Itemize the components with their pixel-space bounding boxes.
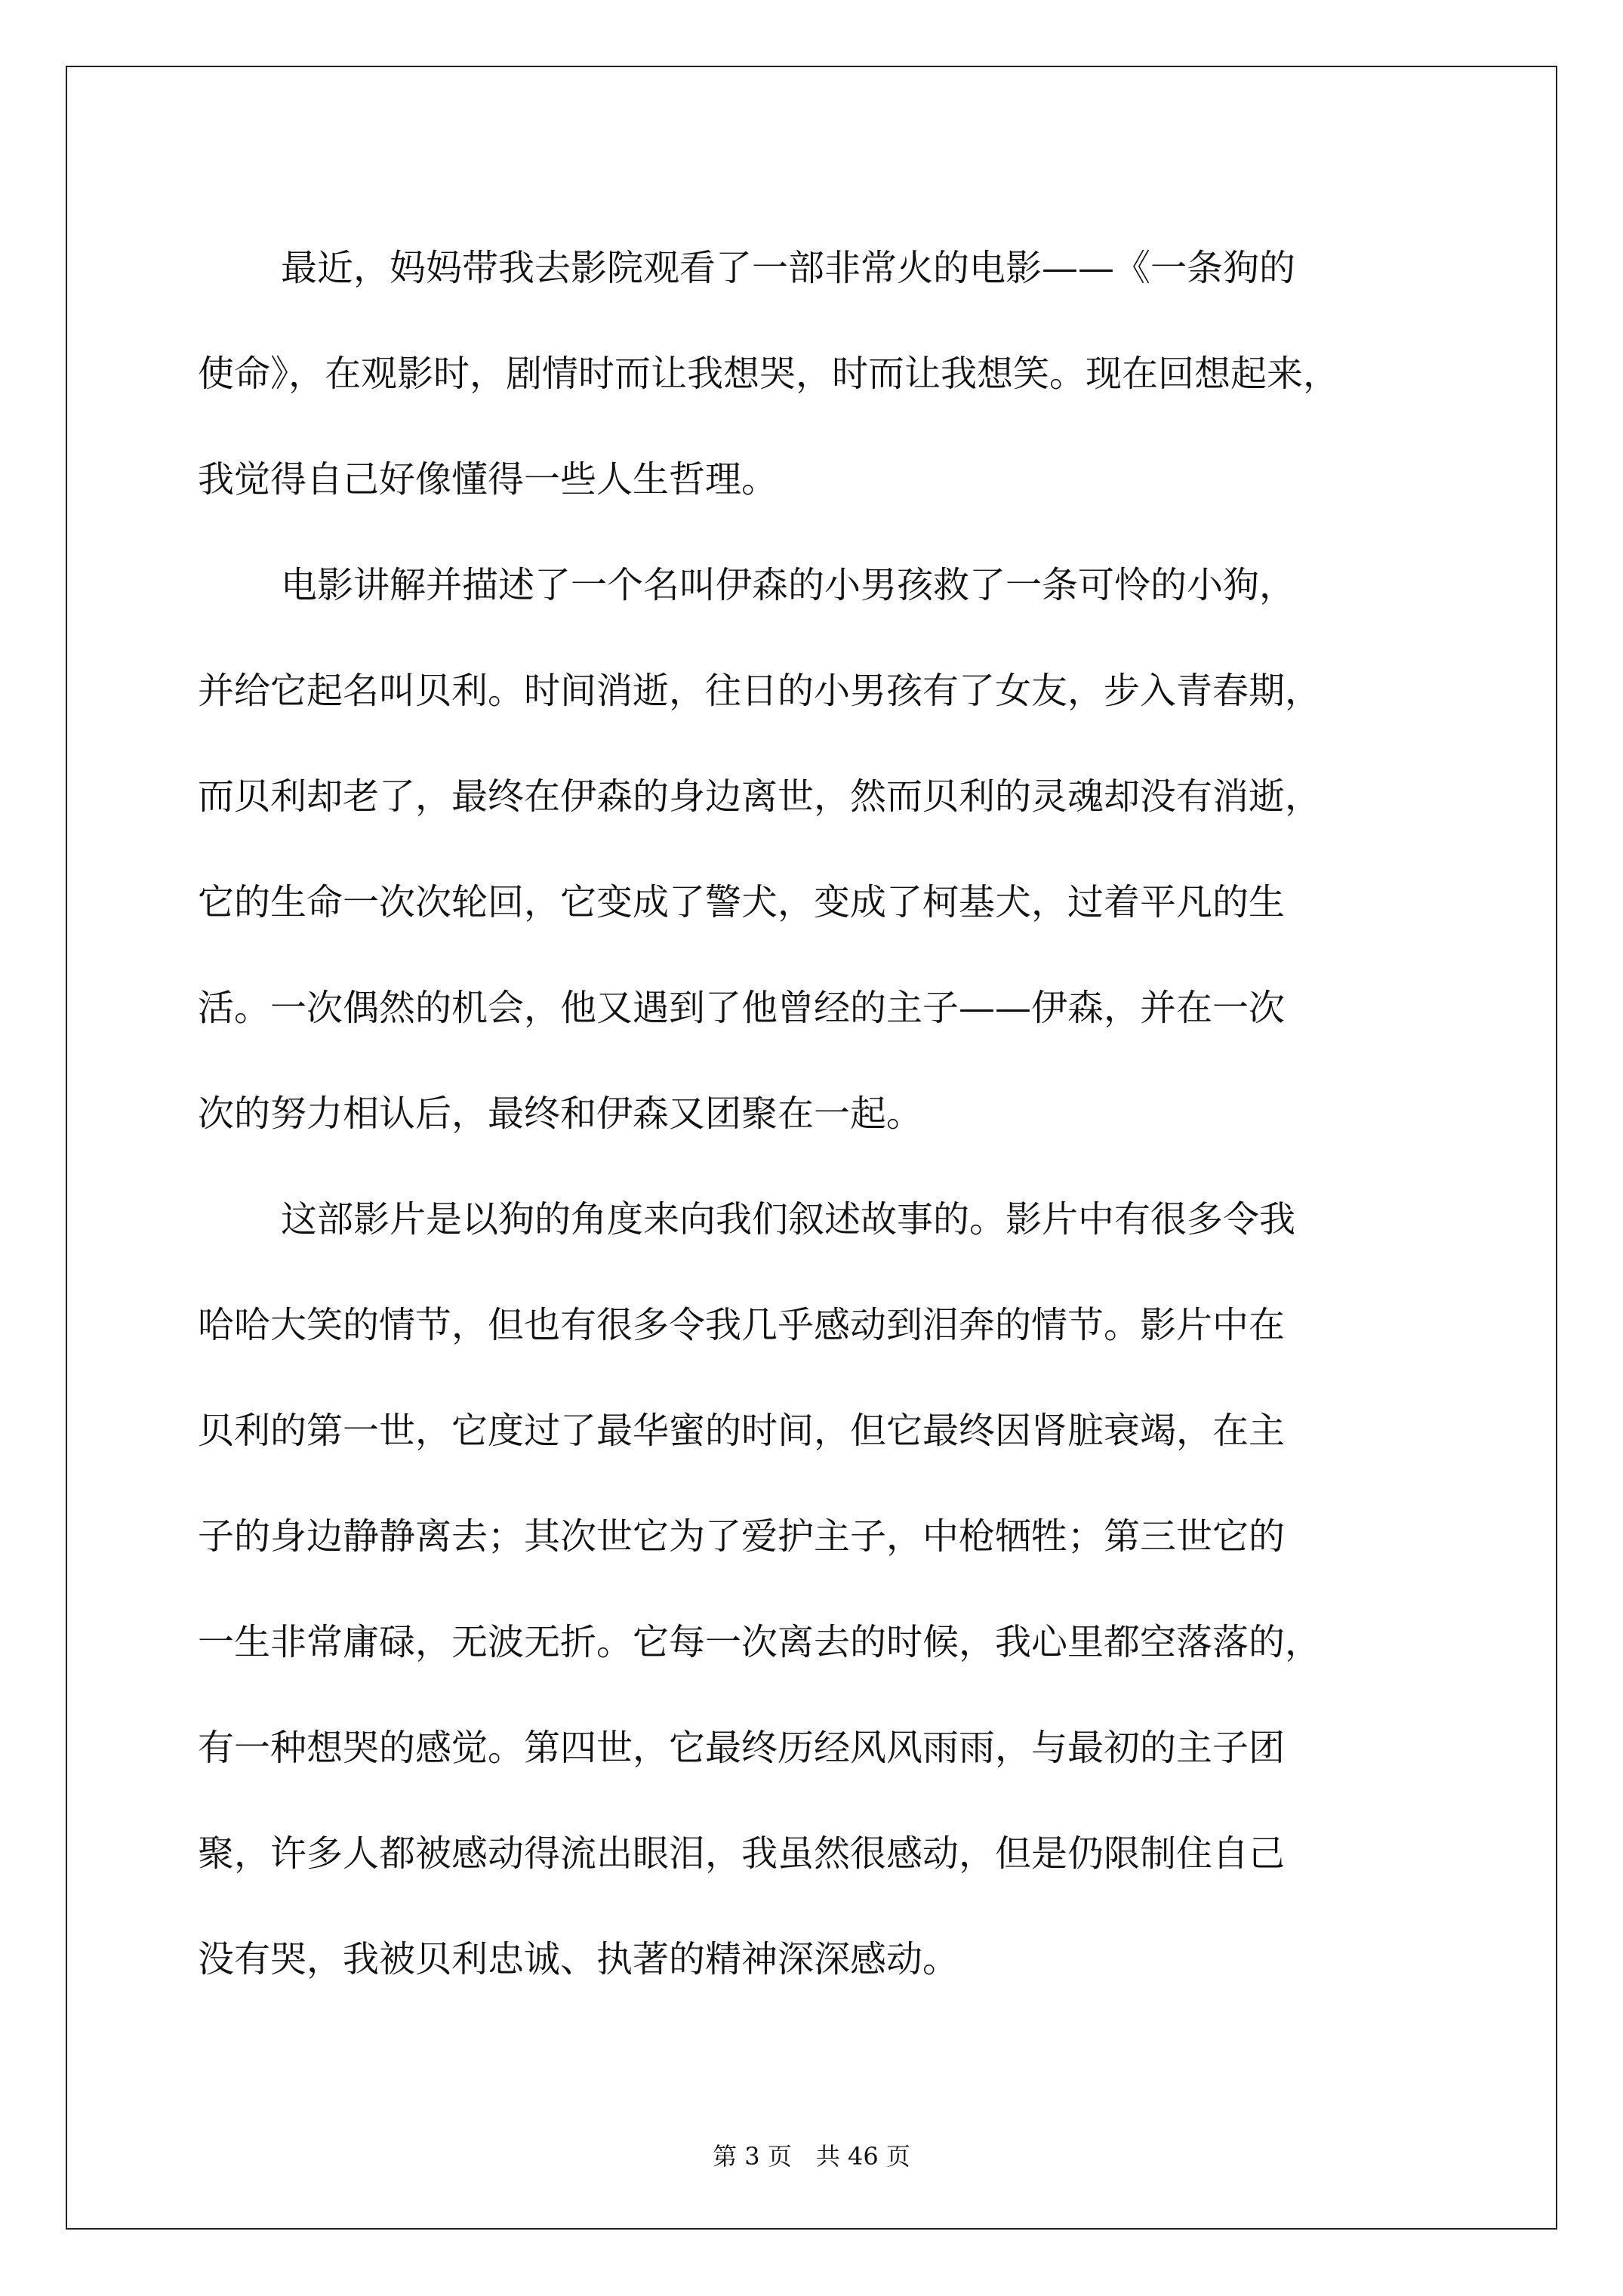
paragraph-2-line-1: 电影讲解并描述了一个名叫伊森的小男孩救了一条可怜的小狗， (281, 564, 1296, 606)
paragraph-2-line-6: 次的努力相认后，最终和伊森又团聚在一起。 (198, 1093, 923, 1135)
paragraph-3-line-2: 哈哈大笑的情节，但也有很多令我几乎感动到泪奔的情节。影片中在 (198, 1304, 1286, 1346)
paragraph-3-line-8: 没有哭，我被贝利忠诚、执著的精神深深感动。 (198, 1938, 959, 1980)
paragraph-3-line-5: 一生非常庸碌，无波无折。它每一次离去的时候，我心里都空落落的， (198, 1621, 1322, 1663)
paragraph-3-line-3: 贝利的第一世，它度过了最华蜜的时间，但它最终因肾脏衰竭，在主 (198, 1410, 1286, 1452)
paragraph-2-line-2: 并给它起名叫贝利。时间消逝，往日的小男孩有了女友，步入青春期， (198, 670, 1322, 712)
paragraph-3-line-7: 聚，许多人都被感动得流出眼泪，我虽然很感动，但是仍限制住自己 (198, 1832, 1286, 1875)
paragraph-3-line-6: 有一种想哭的感觉。第四世，它最终历经风风雨雨，与最初的主子团 (198, 1727, 1286, 1769)
page-number-footer: 第 3 页 共 46 页 (713, 2142, 910, 2171)
document-body (198, 215, 1436, 2012)
paragraph-3-line-4: 子的身边静静离去；其次世它为了爱护主子，中枪牺牲；第三世它的 (198, 1515, 1286, 1558)
paragraph-2-line-3: 而贝利却老了，最终在伊森的身边离世，然而贝利的灵魂却没有消逝， (198, 775, 1322, 818)
paragraph-2-line-4: 它的生命一次次轮回，它变成了警犬，变成了柯基犬，过着平凡的生 (198, 881, 1286, 923)
paragraph-3-line-1: 这部影片是以狗的角度来向我们叙述故事的。影片中有很多令我 (281, 1198, 1296, 1240)
paragraph-1-line-1: 最近，妈妈带我去影院观看了一部非常火的电影——《一条狗的 (281, 247, 1296, 289)
paragraph-1-line-2: 使命》，在观影时，剧情时而让我想哭，时而让我想笑。现在回想起来， (198, 353, 1340, 395)
paragraph-1-line-3: 我觉得自己好像懂得一些人生哲理。 (198, 458, 778, 501)
paragraph-2-line-5: 活。一次偶然的机会，他又遇到了他曾经的主子——伊森，并在一次 (198, 987, 1286, 1029)
